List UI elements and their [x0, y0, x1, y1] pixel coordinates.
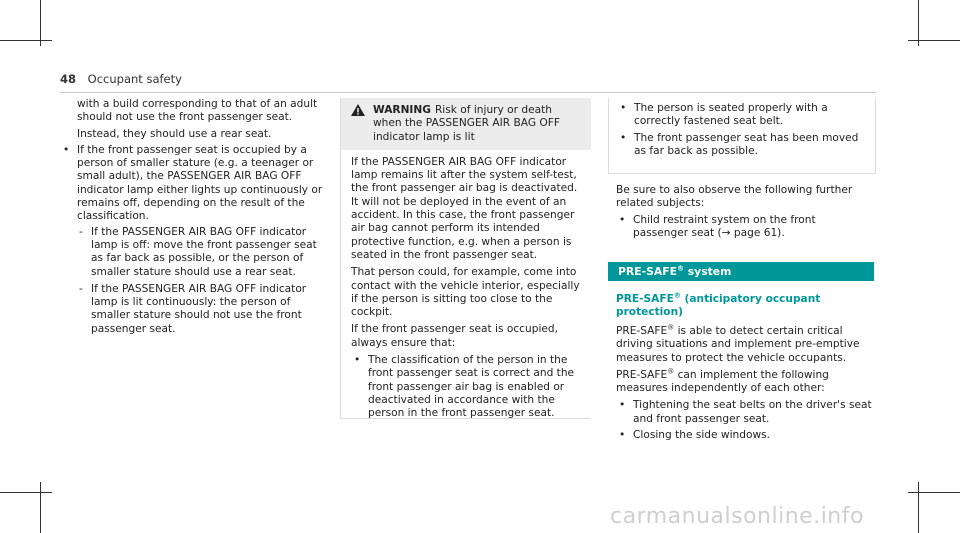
crop-mark	[918, 482, 919, 533]
bullet-list	[616, 214, 874, 241]
bullet-list	[616, 399, 874, 442]
heading-text: system	[683, 265, 732, 278]
cross-reference-link[interactable]: Child restraint system on the front passenger seat (→ page 61).	[633, 213, 816, 239]
text: can implement the following measures independently of each other:	[616, 368, 829, 395]
warning-headline: Risk of injury or death when the PASSENGER AIR BAG OFF indicator lamp is lit	[373, 104, 560, 143]
column-4	[616, 325, 874, 445]
bullet-list	[617, 102, 867, 158]
warning-header	[341, 98, 591, 150]
list-item	[616, 214, 874, 241]
paragraph: Instead, they should use a rear seat.	[77, 127, 272, 140]
paragraph	[616, 369, 874, 396]
registered-mark: ®	[676, 264, 684, 273]
paragraph	[616, 325, 874, 365]
list-item: • Tightening the seat belts on the driver's seat and front passenger seat.	[616, 399, 874, 426]
paragraph: If the front passenger seat is occupied, always ensure that:	[351, 323, 558, 349]
column-1	[60, 98, 326, 340]
list-item: - If the PASSENGER AIR BAG OFF indicator lamp is lit continuously: the person of smaller stature should not use the front passenger seat.	[77, 283, 326, 336]
paragraph: If the PASSENGER AIR BAG OFF indicator lamp remains lit after the system self-test, the front passenger air bag is deactivated. It will not be deployed in the event of an accident. In this case, the front passenger air bag cannot perform its intended protective function, e.g. when a person is seated in the front passenger seat.	[351, 155, 578, 261]
watermark: carmanualsonline.info	[610, 504, 864, 529]
paragraph: That person could, for example, come into contact with the vehicle interior, especially if the person is sitting too close to the cockpit.	[351, 266, 580, 319]
paragraph: Be sure to also observe the following further related subjects:	[616, 184, 853, 210]
registered-mark: ®	[667, 367, 675, 376]
text: PRE-SAFE	[616, 368, 668, 381]
registered-mark: ®	[673, 291, 681, 300]
warning-box-continuation	[608, 98, 876, 174]
dash-list	[77, 226, 326, 336]
list-item: • The front passenger seat has been moved as far back as possible.	[617, 132, 867, 159]
text: is able to detect certain critical driving situations and implement pre-emptive measures to protect the vehicle occupants.	[616, 325, 860, 364]
text: PRE-SAFE	[616, 325, 668, 337]
warning-body	[341, 150, 591, 421]
crop-mark	[40, 482, 41, 533]
crop-mark	[908, 492, 960, 493]
heading-text: PRE-SAFE	[618, 265, 677, 278]
warning-title: WARNING	[373, 104, 431, 116]
section-heading	[608, 262, 874, 281]
header-rule	[60, 92, 876, 93]
list-item: • The classification of the person in the front passenger seat is correct and the front passenger air bag is enabled or deactivated in accordance with the person in the front passenger seat.	[351, 354, 581, 420]
subsection-heading	[616, 293, 874, 320]
crop-mark	[908, 40, 960, 41]
crop-mark	[0, 40, 52, 41]
bullet-list	[60, 144, 326, 336]
crop-mark	[0, 492, 52, 493]
paragraph: with a build corresponding to that of an adult should not use the front passenger seat.	[77, 98, 318, 124]
bullet-list	[351, 354, 581, 420]
page-number: 48	[60, 72, 77, 86]
column-3	[616, 184, 874, 243]
section-title: Occupant safety	[87, 72, 182, 86]
list-item-text: If the front passenger seat is occupied by a person of smaller stature (e.g. a teenager or small adult), the PASSENGER AIR BAG OFF indicator lamp either lights up continuously or remains off, depending on the result of the classification.	[77, 143, 323, 223]
heading-text: (anticipatory occupant protection)	[616, 293, 821, 319]
warning-triangle-icon	[351, 104, 365, 116]
list-item: • Closing the side windows.	[616, 429, 874, 442]
heading-text: PRE-SAFE	[616, 293, 674, 305]
page-header	[60, 72, 182, 86]
list-item: • The person is seated properly with a correctly fastened seat belt.	[617, 102, 867, 129]
warning-box	[340, 98, 591, 419]
list-item: - If the PASSENGER AIR BAG OFF indicator lamp is off: move the front passenger seat as far back as possible, or the person of smaller stature should use a rear seat.	[77, 226, 326, 279]
list-item	[60, 144, 326, 336]
registered-mark: ®	[667, 323, 675, 332]
